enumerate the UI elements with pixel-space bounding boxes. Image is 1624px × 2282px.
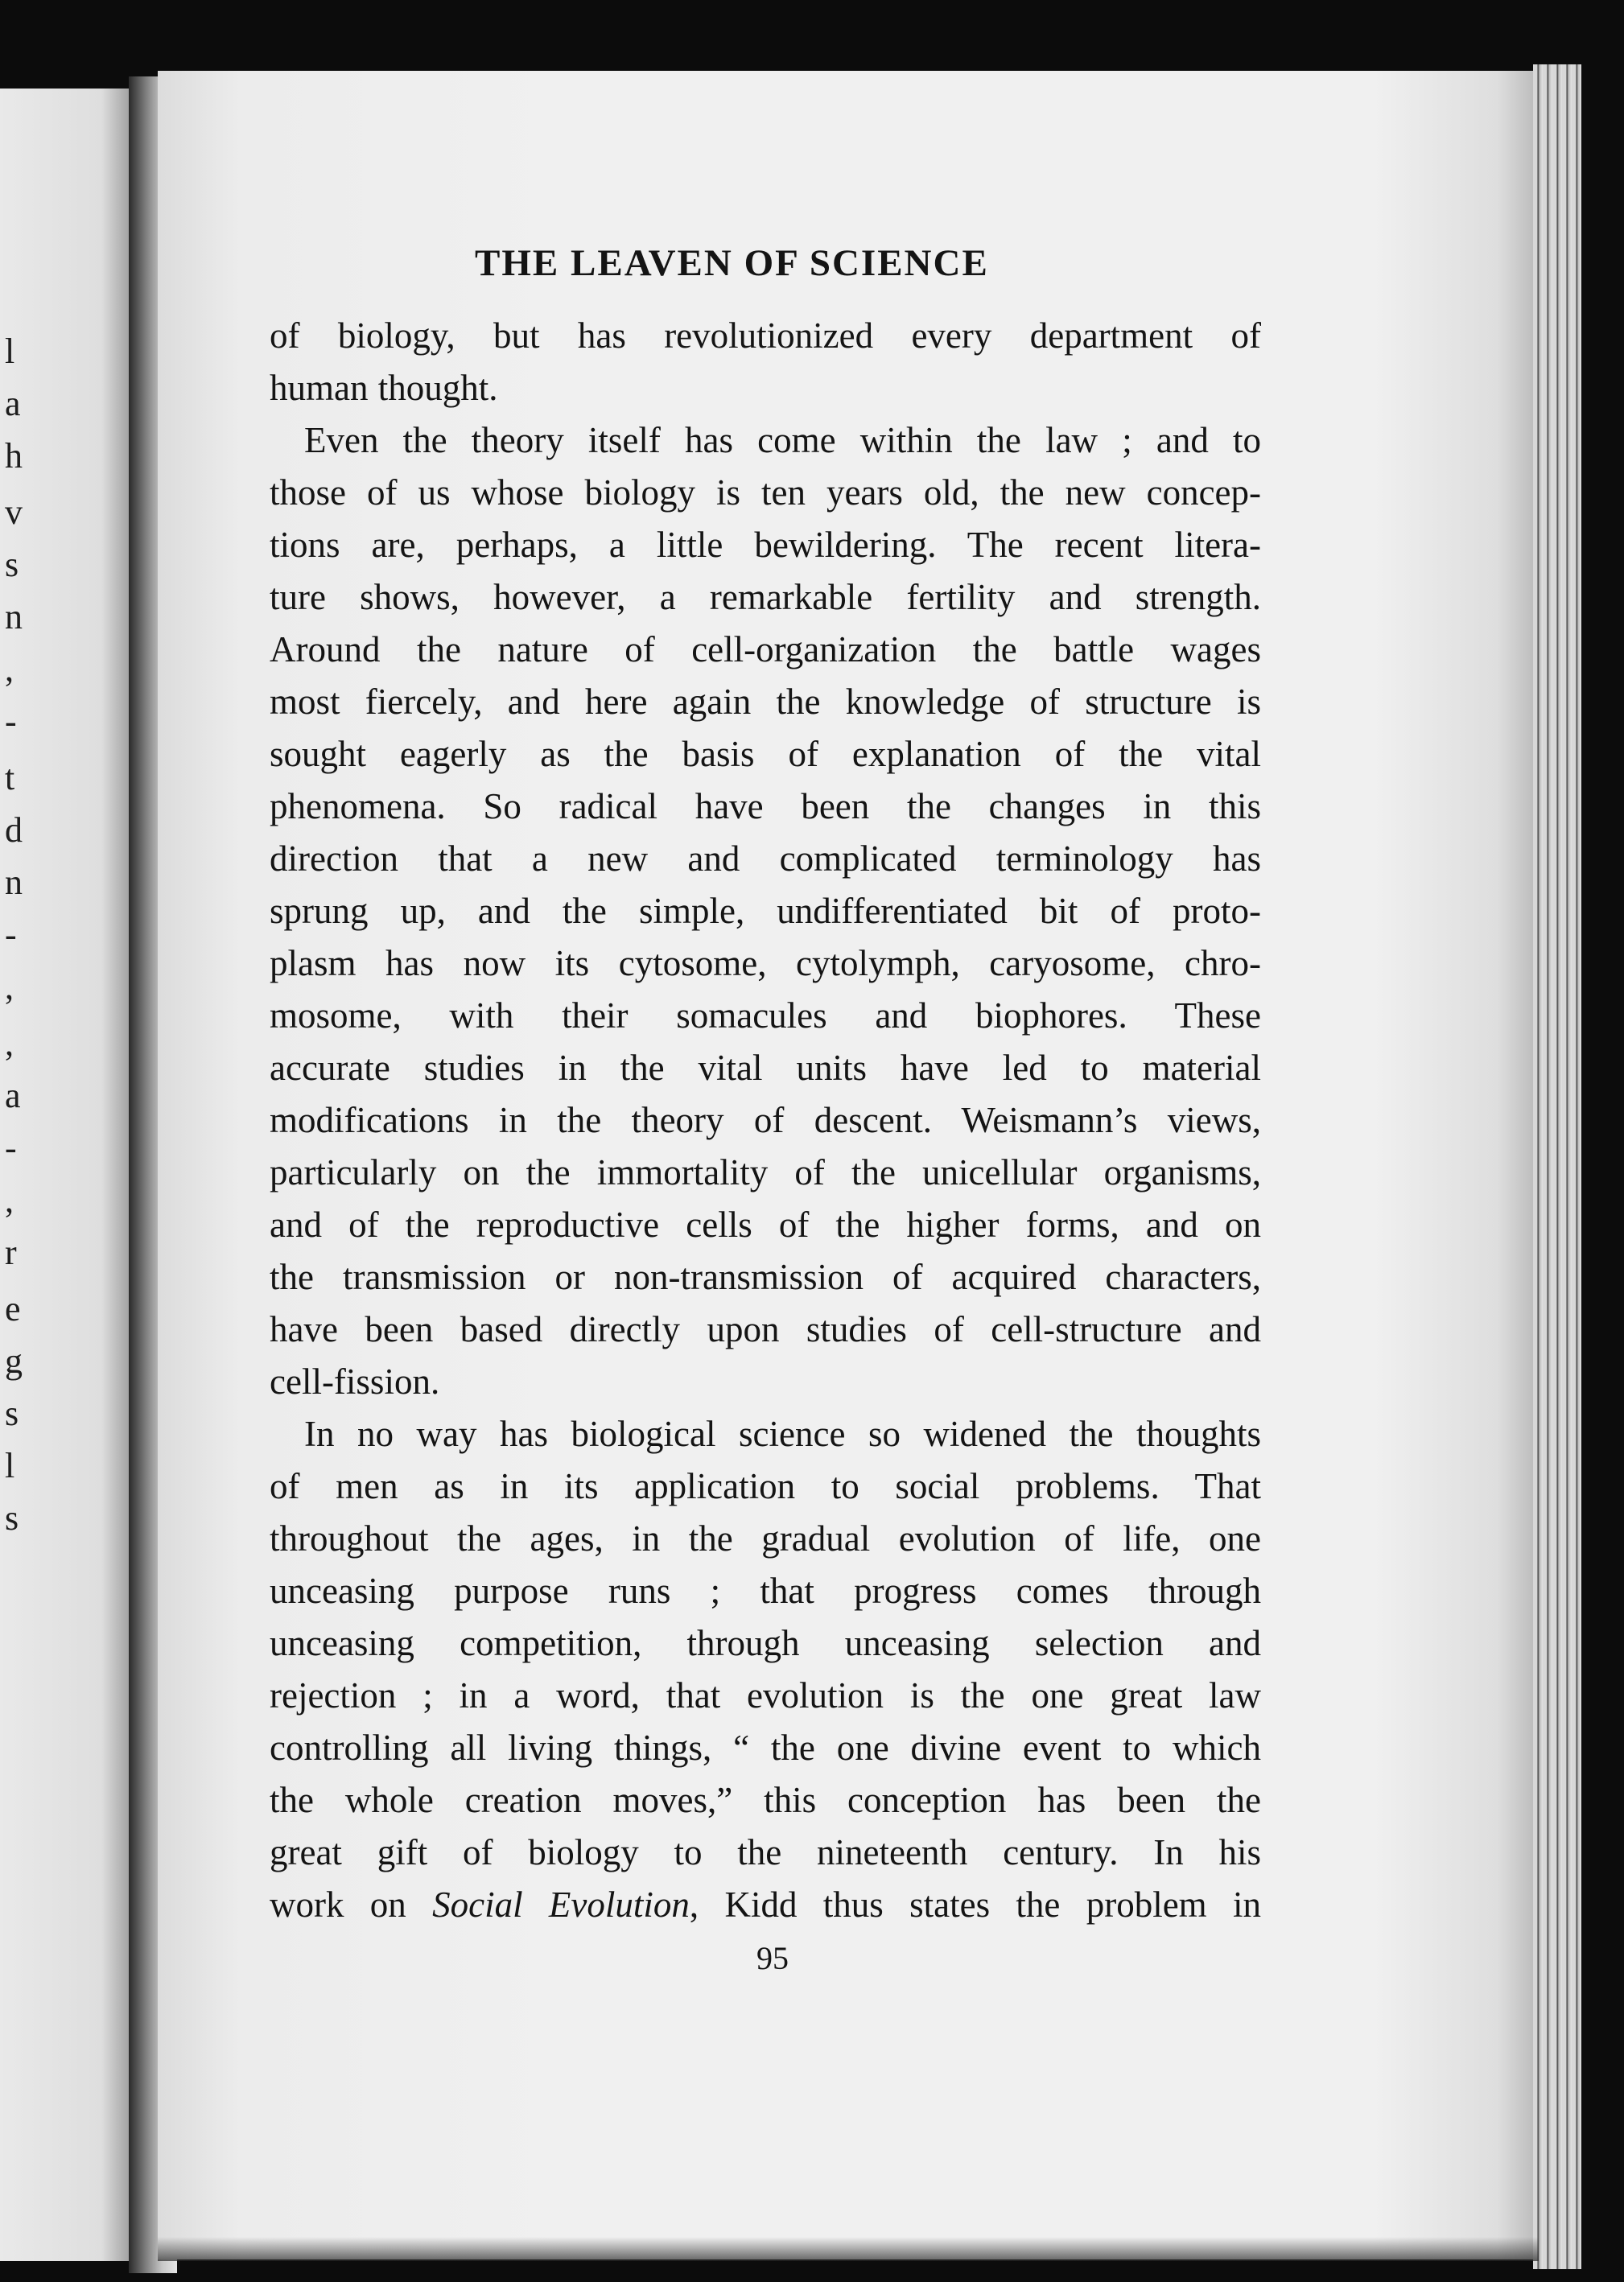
text-line: mosome, with their somacules and biophores. These xyxy=(270,995,1261,1036)
left-page-fragment: h xyxy=(5,436,23,476)
text-line: unceasing competition, through unceasing selection and xyxy=(270,1623,1261,1663)
text-line: Around the nature of cell-organization the battle wages xyxy=(270,629,1261,669)
text-line: throughout the ages, in the gradual evolution of life, one xyxy=(270,1518,1261,1559)
text-line: human thought. xyxy=(270,368,498,408)
left-page-fragment: , xyxy=(5,967,14,1007)
page-number: 95 xyxy=(756,1940,789,1976)
left-page-fragment: r xyxy=(5,1233,17,1272)
left-page-fragment: l xyxy=(5,332,15,371)
left-page-fragment: , xyxy=(5,1024,14,1063)
text-line: Even the theory itself has come within the law ; and to xyxy=(304,420,1261,460)
left-page-fragment: a xyxy=(5,1076,21,1115)
left-page-fragment: a xyxy=(5,384,21,423)
text-line: phenomena. So radical have been the changes in this xyxy=(270,786,1261,826)
left-page-fragment: g xyxy=(5,1341,23,1381)
text-line: the transmission or non-transmission of acquired characters, xyxy=(270,1257,1261,1297)
left-page-fragment: s xyxy=(5,1498,19,1538)
text-line: ture shows, however, a remarkable fertility and strength. xyxy=(270,577,1261,617)
text-line: controlling all living things, “ the one divine event to which xyxy=(270,1728,1261,1768)
left-page-fragment: - xyxy=(5,915,17,954)
left-page-fragment: - xyxy=(5,1128,17,1168)
text-line: sought eagerly as the basis of explanation of the vital xyxy=(270,734,1261,774)
text-line: direction that a new and complicated terminology has xyxy=(270,838,1261,879)
page-edge-stack xyxy=(1533,64,1581,2269)
running-head: THE LEAVEN OF SCIENCE xyxy=(475,242,989,284)
text-line: particularly on the immortality of the unicellular organisms, xyxy=(270,1152,1261,1192)
left-page-fragment: t xyxy=(5,758,15,797)
text-run: , Kidd thus states the problem in xyxy=(689,1885,1262,1925)
text-line: plasm has now its cytosome, cytolymph, caryosome, chro- xyxy=(270,943,1261,983)
text-line: most fiercely, and here again the knowledge of structure is xyxy=(270,682,1261,722)
left-page-fragment: - xyxy=(5,702,17,741)
text-line: great gift of biology to the nineteenth century. In his xyxy=(270,1832,1261,1872)
book-title-italic: Social Evolution xyxy=(432,1885,690,1925)
text-line: modifications in the theory of descent. Weismann’s views, xyxy=(270,1100,1261,1140)
left-page-edge xyxy=(0,89,145,2261)
left-page-fragment: s xyxy=(5,545,19,584)
left-page-fragment: v xyxy=(5,492,23,532)
text-line: the whole creation moves,” this conception has been the xyxy=(270,1780,1261,1820)
text-line-with-italic-title xyxy=(270,1879,1261,1931)
text-line: unceasing purpose runs ; that progress comes through xyxy=(270,1571,1261,1611)
text-line: rejection ; in a word, that evolution is the one great law xyxy=(270,1675,1261,1716)
text-line: have been based directly upon studies of cell-structure and xyxy=(270,1309,1261,1349)
text-line: tions are, perhaps, a little bewildering. The recent litera- xyxy=(270,525,1261,565)
left-page-fragment: l xyxy=(5,1446,15,1485)
left-page-fragment: d xyxy=(5,810,23,850)
body-text xyxy=(270,310,1261,1931)
left-page-fragment: , xyxy=(5,649,14,689)
text-line: cell-fission. xyxy=(270,1361,440,1402)
text-line: of biology, but has revolutionized every department of xyxy=(270,315,1261,356)
text-line: of men as in its application to social problems. That xyxy=(270,1466,1261,1506)
left-page-fragment: n xyxy=(5,597,23,636)
text-line: In no way has biological science so widened the thoughts xyxy=(304,1414,1261,1454)
left-page-fragment: , xyxy=(5,1180,14,1220)
left-page-fragment: e xyxy=(5,1289,21,1328)
text-line: and of the reproductive cells of the higher forms, and on xyxy=(270,1205,1261,1245)
text-line: sprung up, and the simple, undifferentiated bit of proto- xyxy=(270,891,1261,931)
left-page-fragment: n xyxy=(5,863,23,902)
text-line: accurate studies in the vital units have led to material xyxy=(270,1048,1261,1088)
text-line: those of us whose biology is ten years old, the new concep- xyxy=(270,472,1261,513)
left-page-fragment: s xyxy=(5,1394,19,1433)
text-run: work on xyxy=(270,1885,433,1925)
page-bottom-shadow xyxy=(158,2237,1539,2261)
